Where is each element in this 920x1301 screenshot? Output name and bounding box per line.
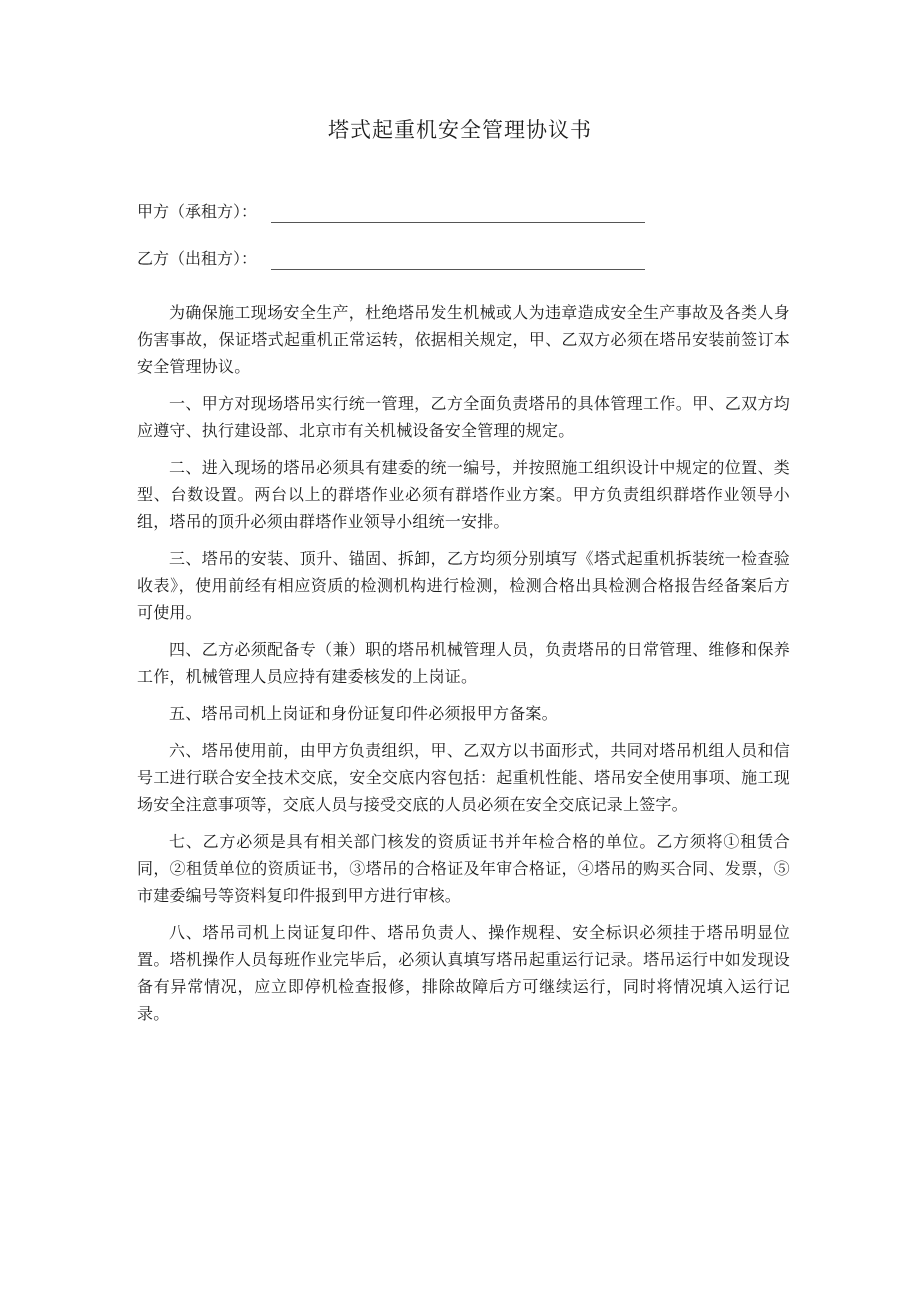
paragraph-clause-2: 二、进入现场的塔吊必须具有建委的统一编号，并按照施工组织设计中规定的位置、类型、台数设置。两台以上的群塔作业必须有群塔作业方案。甲方负责组织群塔作业领导小组，塔吊的顶升必须由群塔作业领导小组统一安排。 (137, 458, 790, 531)
paragraph-clause-7: 七、乙方必须是具有相关部门核发的资质证书并年检合格的单位。乙方须将①租赁合同，②租赁单位的资质证书，③塔吊的合格证及年审合格证，④塔吊的购买合同、发票，⑤市建委编号等资料复印件报到甲方进行审核。 (137, 832, 790, 905)
party-a-label: 甲方（承租方）： (137, 202, 258, 221)
party-a-blank-field (271, 204, 645, 223)
document-title: 塔式起重机安全管理协议书 (328, 118, 592, 142)
paragraph-clause-4: 四、乙方必须配备专（兼）职的塔吊机械管理人员，负责塔吊的日常管理、维修和保养工作，机械管理人员应持有建委核发的上岗证。 (137, 640, 790, 686)
party-b-blank-field (271, 251, 645, 270)
paragraph-clause-3: 三、塔吊的安装、顶升、锚固、拆卸，乙方均须分别填写《塔式起重机拆装统一检查验收表》，使用前经有相应资质的检测机构进行检测，检测合格出具检测合格报告经备案后方可使用。 (137, 549, 790, 622)
agreement-body (137, 299, 790, 1037)
paragraph-clause-8: 八、塔吊司机上岗证复印件、塔吊负责人、操作规程、安全标识必须挂于塔吊明显位置。塔机操作人员每班作业完毕后，必须认真填写塔吊起重运行记录。塔吊运行中如发现设备有异常情况，应立即停机检查报修，排除故障后方可继续运行，同时将情况填入运行记录。 (137, 923, 790, 1023)
party-a-line (137, 201, 645, 223)
party-b-line (137, 248, 645, 270)
paragraph-clause-5: 五、塔吊司机上岗证和身份证复印件必须报甲方备案。 (169, 704, 558, 723)
party-b-label: 乙方（出租方）： (137, 249, 258, 268)
paragraph-preamble: 为确保施工现场安全生产，杜绝塔吊发生机械或人为违章造成安全生产事故及各类人身伤害事故，保证塔式起重机正常运转，依据相关规定，甲、乙双方必须在塔吊安装前签订本安全管理协议。 (137, 303, 790, 376)
paragraph-clause-1: 一、甲方对现场塔吊实行统一管理，乙方全面负责塔吊的具体管理工作。甲、乙双方均应遵守、执行建设部、北京市有关机械设备安全管理的规定。 (137, 394, 790, 440)
paragraph-clause-6: 六、塔吊使用前，由甲方负责组织，甲、乙双方以书面形式，共同对塔吊机组人员和信号工进行联合安全技术交底，安全交底内容包括：起重机性能、塔吊安全使用事项、施工现场安全注意事项等，交底人员与接受交底的人员必须在安全交底记录上签字。 (137, 741, 790, 814)
